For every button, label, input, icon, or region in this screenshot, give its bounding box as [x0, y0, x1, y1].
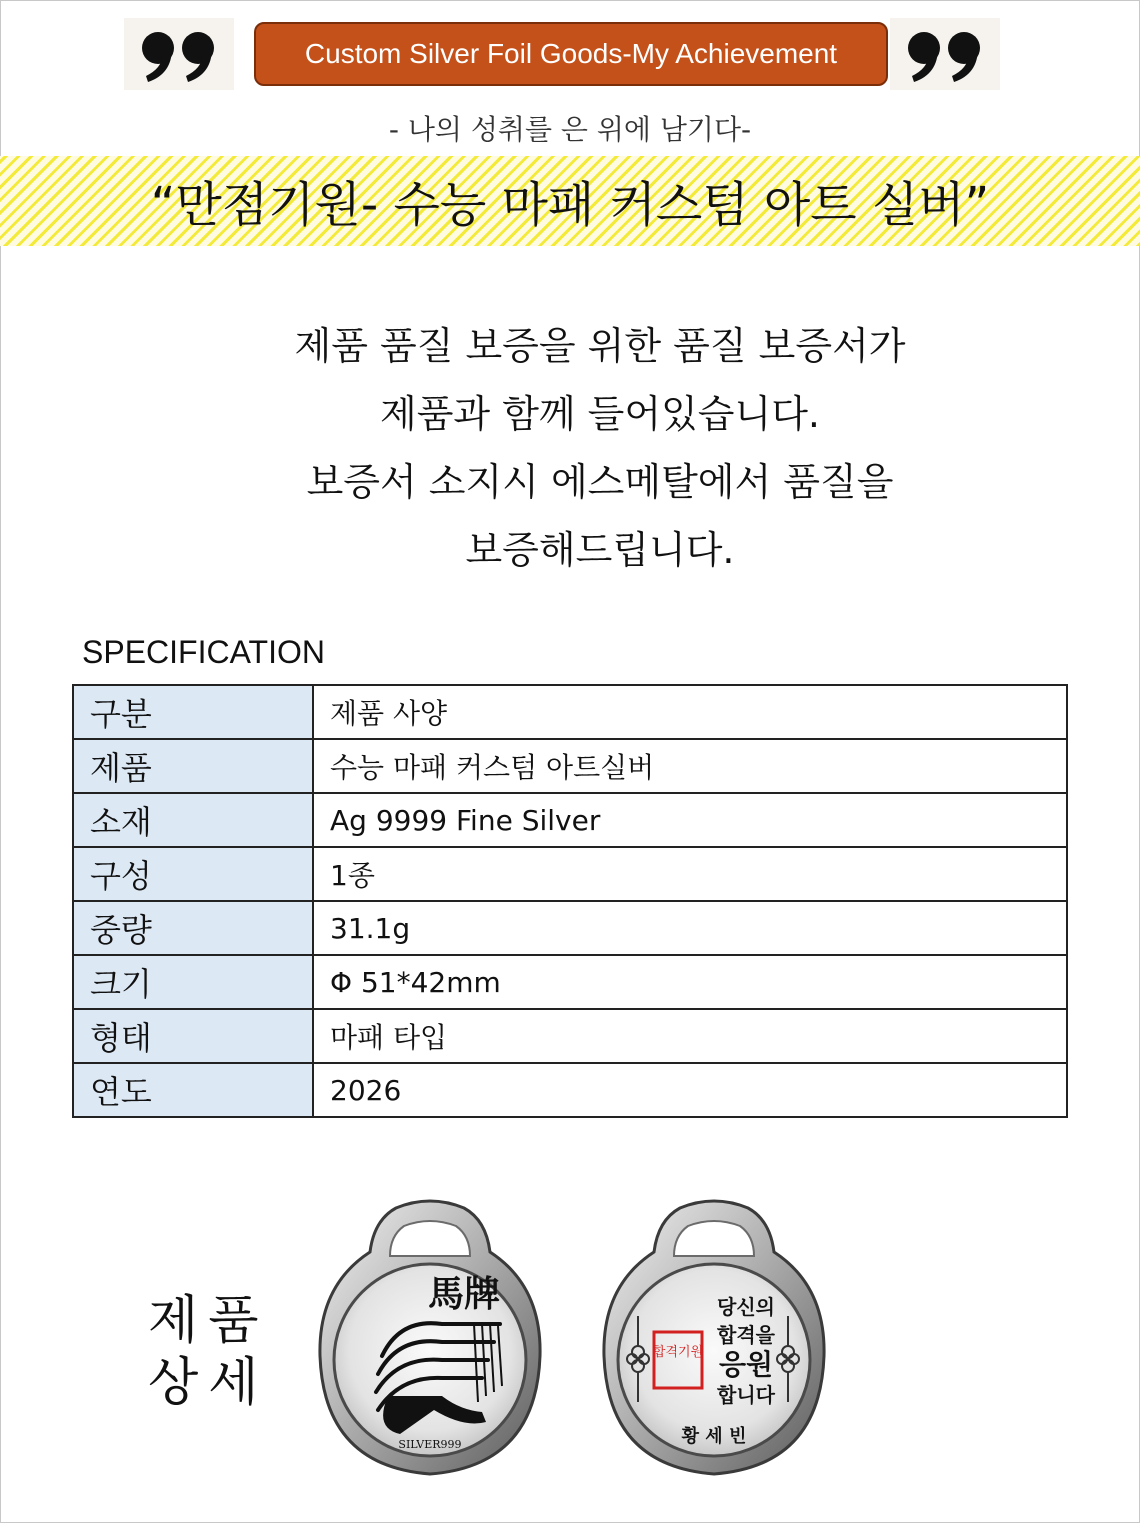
left-quote-icon — [124, 18, 234, 90]
spec-key: 소재 — [73, 793, 313, 847]
spec-heading: SPECIFICATION — [82, 634, 325, 670]
header-title-badge — [254, 22, 888, 86]
product-detail-label — [148, 1290, 268, 1414]
table-row — [73, 739, 1067, 793]
spec-value: 1종 — [313, 847, 1067, 901]
spec-value: Φ 51*42mm — [313, 955, 1067, 1009]
medal-hanja-text: 馬牌 — [427, 1273, 501, 1315]
detail-label-line: 제품 — [148, 1291, 269, 1351]
notice-line: 보증해드립니다. — [465, 528, 735, 572]
medal-name: 황 세 빈 — [681, 1426, 747, 1447]
spec-key: 구성 — [73, 847, 313, 901]
table-row — [73, 901, 1067, 955]
notice-line: 보증서 소지시 에스메탈에서 품질을 — [306, 460, 894, 504]
spec-key: 크기 — [73, 955, 313, 1009]
spec-value: Ag 9999 Fine Silver — [313, 793, 1067, 847]
detail-label-line: 상세 — [148, 1353, 269, 1413]
table-row — [73, 1063, 1067, 1117]
spec-key: 구분 — [73, 685, 313, 739]
table-row — [73, 847, 1067, 901]
medal-message-line: 응원 — [718, 1348, 774, 1381]
spec-table — [72, 684, 1068, 1118]
header-subtitle: - 나의 성취를 은 위에 남기다- — [388, 113, 752, 146]
medal-message-line: 합니다 — [717, 1383, 775, 1407]
spec-value: 제품 사양 — [313, 685, 1067, 739]
table-row — [73, 955, 1067, 1009]
table-row — [73, 685, 1067, 739]
notice-line: 제품과 함께 들어있습니다. — [379, 392, 821, 436]
spec-key: 형태 — [73, 1009, 313, 1063]
header-title: Custom Silver Foil Goods-My Achievement — [304, 38, 838, 69]
right-quote-icon — [890, 18, 1000, 90]
warranty-notice — [0, 312, 1140, 584]
spec-key: 중량 — [73, 901, 313, 955]
product-banner-title: “만점기원- 수능 마패 커스텀 아트 실버” — [150, 177, 990, 233]
medal-message-line: 합격을 — [717, 1323, 775, 1347]
notice-line: 제품 품질 보증을 위한 품질 보증서가 — [294, 324, 906, 368]
spec-key: 제품 — [73, 739, 313, 793]
seal-text: 합격기원 — [652, 1345, 704, 1360]
spec-key: 연도 — [73, 1063, 313, 1117]
spec-value: 수능 마패 커스텀 아트실버 — [313, 739, 1067, 793]
table-row — [73, 1009, 1067, 1063]
table-row — [73, 793, 1067, 847]
spec-value: 2026 — [313, 1063, 1067, 1117]
medal-front-image — [314, 1196, 546, 1478]
spec-value: 31.1g — [313, 901, 1067, 955]
medal-back-image — [598, 1196, 830, 1478]
medal-message-line: 당신의 — [717, 1295, 775, 1319]
medal-mark-text: SILVER999 — [398, 1438, 462, 1451]
spec-value: 마패 타입 — [313, 1009, 1067, 1063]
